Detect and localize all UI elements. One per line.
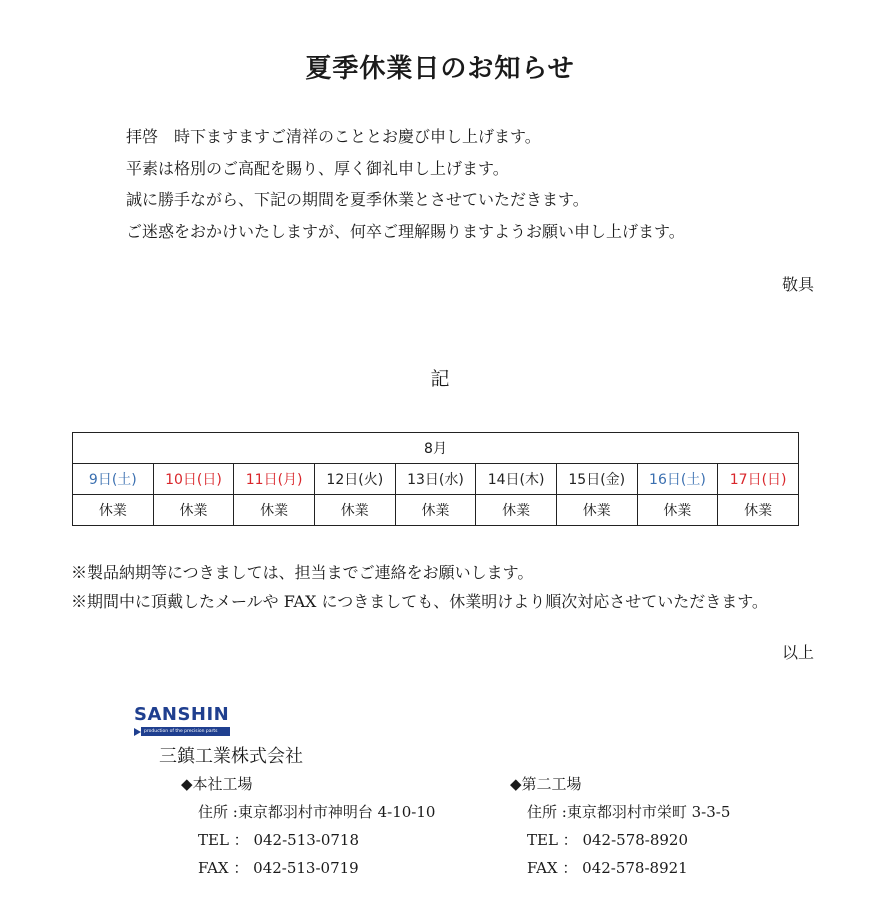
status-cell: 休業 bbox=[637, 495, 718, 526]
logo-band bbox=[134, 727, 230, 736]
holiday-calendar-table bbox=[72, 432, 799, 526]
status-cell: 休業 bbox=[556, 495, 637, 526]
note-line: ※製品納期等につきましては、担当までご連絡をお願いします。 bbox=[71, 563, 534, 582]
status-cell: 休業 bbox=[395, 495, 476, 526]
company-name: 三鎮工業株式会社 bbox=[159, 746, 303, 767]
office-fax: FAX ： 042-513-0719 bbox=[198, 859, 359, 877]
company-logo bbox=[134, 704, 230, 736]
office-second-factory bbox=[510, 770, 730, 882]
day-cell: 11日(月) bbox=[234, 464, 315, 495]
status-cell: 休業 bbox=[153, 495, 234, 526]
office-address: 住所 :東京都羽村市神明台 4-10-10 bbox=[198, 803, 436, 821]
status-cell: 休業 bbox=[73, 495, 154, 526]
greeting-line: 拝啓 時下ますますご清祥のこととお慶び申し上げます。 bbox=[126, 127, 541, 146]
day-cell: 17日(日) bbox=[718, 464, 799, 495]
office-tel: TEL ： 042-578-8920 bbox=[527, 831, 689, 849]
greeting-line: 平素は格別のご高配を賜り、厚く御礼申し上げます。 bbox=[126, 158, 509, 178]
logo-arrow-icon bbox=[134, 728, 141, 736]
status-cell: 休業 bbox=[718, 495, 799, 526]
greeting-paragraph bbox=[126, 121, 685, 247]
day-cell: 14日(木) bbox=[476, 464, 557, 495]
month-header: 8月 bbox=[73, 433, 799, 464]
day-cell: 13日(水) bbox=[395, 464, 476, 495]
note-line: ※期間中に頂戴したメールや FAX につきましても、休業明けより順次対応させていただきます。 bbox=[71, 592, 768, 611]
logo-tagline: production of the precision parts bbox=[141, 727, 230, 736]
office-head-factory bbox=[181, 770, 435, 882]
page-title: 夏季休業日のお知らせ bbox=[305, 54, 575, 84]
day-cell: 12日(火) bbox=[314, 464, 395, 495]
status-cell: 休業 bbox=[314, 495, 395, 526]
day-cell: 9日(土) bbox=[73, 464, 154, 495]
notes bbox=[71, 558, 768, 616]
ki-heading: 記 bbox=[430, 368, 450, 390]
status-cell: 休業 bbox=[476, 495, 557, 526]
closing-keigu: 敬具 bbox=[781, 275, 814, 294]
greeting-line: 誠に勝手ながら、下記の期間を夏季休業とさせていただきます。 bbox=[126, 190, 589, 209]
day-cell: 15日(金) bbox=[556, 464, 637, 495]
greeting-line: ご迷惑をおかけいたしますが、何卒ご理解賜りますようお願い申し上げます。 bbox=[126, 221, 685, 241]
status-cell: 休業 bbox=[234, 495, 315, 526]
office-name: ◆第二工場 bbox=[510, 775, 582, 793]
day-cell: 16日(土) bbox=[637, 464, 718, 495]
office-tel: TEL ： 042-513-0718 bbox=[198, 831, 360, 849]
closing-ijo: 以上 bbox=[781, 643, 814, 662]
logo-text: SANSHIN bbox=[134, 704, 230, 725]
office-fax: FAX ： 042-578-8921 bbox=[527, 859, 688, 877]
day-cell: 10日(日) bbox=[153, 464, 234, 495]
office-address: 住所 :東京都羽村市栄町 3-3-5 bbox=[527, 803, 731, 821]
office-name: ◆本社工場 bbox=[181, 775, 253, 793]
